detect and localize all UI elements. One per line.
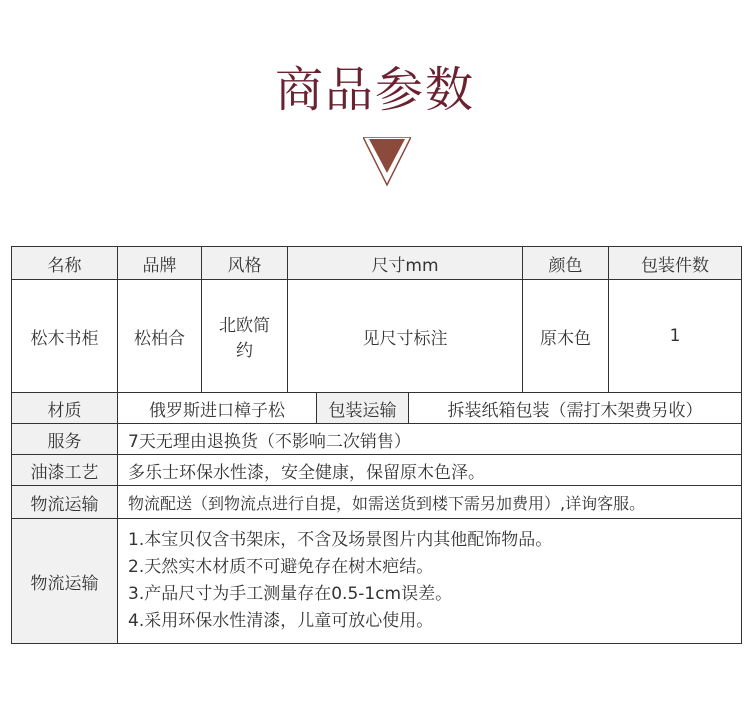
cell-style: 北欧简约 (202, 280, 288, 393)
header-brand: 品牌 (118, 247, 202, 280)
page-title: 商品参数 (274, 62, 475, 118)
service-row (12, 424, 742, 455)
service-label: 服务 (12, 424, 118, 455)
note-item: 3.产品尺寸为手工测量存在0.5-1cm误差。 (128, 584, 453, 604)
shipping-pack-label: 包装运输 (317, 393, 409, 424)
cell-size: 见尺寸标注 (288, 280, 523, 393)
header-name: 名称 (12, 247, 118, 280)
logistics-label: 物流运输 (12, 486, 118, 519)
note-item: 2.天然实木材质不可避免存在树木疤结。 (128, 557, 434, 577)
paint-row (12, 455, 742, 486)
shipping-pack-value: 拆装纸箱包装（需打木架费另收） (409, 393, 742, 424)
product-row (12, 280, 742, 393)
logistics-value: 物流配送（到物流点进行自提，如需送货到楼下需另加费用）,详询客服。 (118, 486, 742, 519)
params-table (11, 246, 742, 644)
header-count: 包装件数 (609, 247, 742, 280)
material-row (12, 393, 742, 424)
cell-name: 松木书柜 (12, 280, 118, 393)
paint-label: 油漆工艺 (12, 455, 118, 486)
paint-value: 多乐士环保水性漆，安全健康，保留原木色泽。 (118, 455, 742, 486)
cell-count: 1 (609, 280, 742, 393)
header-color: 颜色 (523, 247, 609, 280)
material-label: 材质 (12, 393, 118, 424)
header-size: 尺寸mm (288, 247, 523, 280)
cell-color: 原木色 (523, 280, 609, 393)
header-row (12, 247, 742, 280)
note-item: 4.采用环保水性清漆，儿童可放心使用。 (128, 611, 434, 631)
notes-row (12, 519, 742, 644)
notes-list (118, 519, 742, 644)
note-item: 1.本宝贝仅含书架床，不含及场景图片内其他配饰物品。 (128, 530, 553, 550)
notes-label: 物流运输 (12, 519, 118, 644)
cell-brand: 松柏合 (118, 280, 202, 393)
service-value: 7天无理由退换货（不影响二次销售） (118, 424, 742, 455)
triangle-down-icon (363, 137, 411, 187)
material-value: 俄罗斯进口樟子松 (118, 393, 317, 424)
header-style: 风格 (202, 247, 288, 280)
logistics-row (12, 486, 742, 519)
